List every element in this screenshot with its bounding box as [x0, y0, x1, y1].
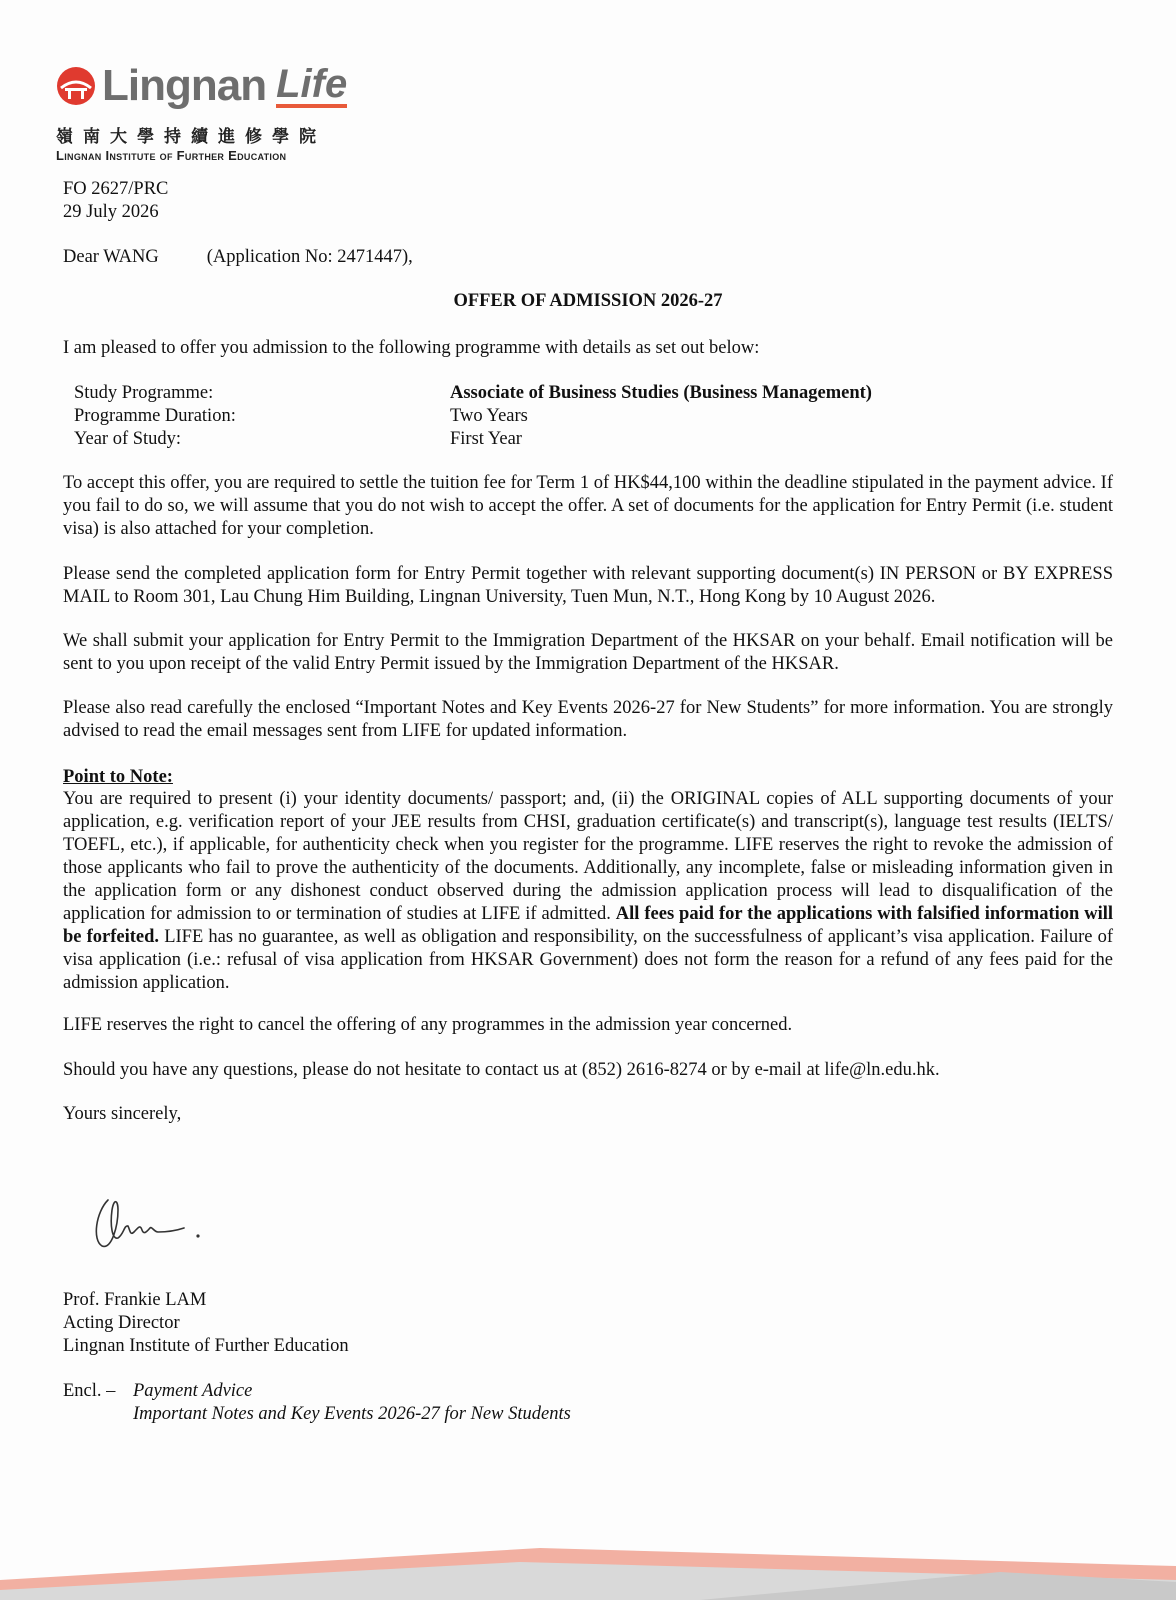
detail-row: [74, 428, 872, 451]
detail-label: Year of Study:: [74, 429, 182, 449]
enclosure-label: Encl. –: [63, 1381, 116, 1401]
enclosure-list: [133, 1380, 571, 1426]
signer-title: Acting Director: [63, 1313, 180, 1333]
institution-chinese-name: 嶺南大學持續進修學院: [56, 127, 326, 147]
letter-title: OFFER OF ADMISSION 2026-27: [453, 291, 723, 311]
submission-paragraph: Please send the completed application form for Entry Permit together with relevant supporting document(s) IN PERSON or BY EXPRESS MAIL to Room 301, Lau Chung Him Building, Lingnan University, Tuen Mun, N.T., Hong Kong by 10 August 2026.: [63, 564, 1113, 607]
detail-value: First Year: [450, 429, 522, 449]
detail-row: [74, 382, 872, 405]
cancel-right-paragraph: LIFE reserves the right to cancel the offering of any programmes in the admission year concerned.: [63, 1015, 793, 1035]
note-text-part1: You are required to present (i) your identity documents/ passport; and, (ii) the ORIGINAL copies of ALL supporting documents of your application, e.g. verification report of your JEE results from CHSI, graduation certificate(s) and transcript(s), language test results (IELTS/ TOEFL, etc.), if applicable, for authenticity check when you register for the programme. LIFE reserves the right to revoke the admission of those applicants who fail to prove the authenticity of the documents. Additionally, any incomplete, false or misleading information given in the application form or any dishonest conduct observed during the admission application process will lead to disqualification of the application for admission to or termination of studies at LIFE if admitted.: [63, 789, 1113, 924]
logo-wordmark: [56, 58, 356, 114]
enclosure-item: Important Notes and Key Events 2026-27 for New Students: [133, 1404, 571, 1424]
institution-logo: [56, 58, 356, 163]
detail-label: Programme Duration:: [74, 406, 236, 426]
acceptance-paragraph: To accept this offer, you are required to settle the tuition fee for Term 1 of HK$44,100 within the deadline stipulated in the payment advice. If you fail to do so, we will assume that you do not wish to accept the offer. A set of documents for the application for Entry Permit (i.e. student visa) is also attached for your completion.: [63, 473, 1113, 539]
detail-row: [74, 405, 872, 428]
logo-word-life: Life: [276, 62, 348, 106]
point-to-note-heading: Point to Note:: [63, 767, 173, 787]
programme-details: [74, 382, 872, 451]
detail-label: Study Programme:: [74, 383, 214, 403]
enclosure-item: Payment Advice: [133, 1381, 253, 1401]
handwritten-signature: [88, 1170, 218, 1260]
signer-name: Prof. Frankie LAM: [63, 1290, 207, 1310]
letter-date: 29 July 2026: [63, 202, 159, 222]
lingnan-emblem-icon: [56, 66, 96, 106]
contact-paragraph: Should you have any questions, please do not hesitate to contact us at (852) 2616-8274 or by e-mail at life@ln.edu.hk.: [63, 1060, 940, 1080]
application-number: (Application No: 2471447),: [206, 247, 413, 267]
read-notes-paragraph: Please also read carefully the enclosed “Important Notes and Key Events 2026-27 for New Students” for more information. You are strongly advised to read the email messages sent from LIFE for updated information.: [63, 698, 1113, 741]
salutation: [63, 246, 1113, 269]
entry-permit-paragraph: We shall submit your application for Entry Permit to the Immigration Department of the HKSAR on your behalf. Email notification will be sent to you upon receipt of the valid Entry Permit issued by the Immigration Department of the HKSAR.: [63, 631, 1113, 674]
point-to-note-paragraph: [63, 788, 1113, 995]
signer-block: [63, 1289, 1113, 1358]
detail-value: Associate of Business Studies (Business Management): [450, 383, 872, 403]
signer-organization: Lingnan Institute of Further Education: [63, 1336, 349, 1356]
footer-decoration: [0, 1510, 1176, 1600]
letter-reference-block: [63, 178, 1113, 224]
logo-word-lingnan: Lingnan: [102, 61, 267, 110]
salutation-name: Dear WANG: [63, 247, 159, 267]
note-bold-forfeit: All fees paid for the applications with falsified information will be forfeited.: [63, 904, 1113, 947]
closing: Yours sincerely,: [63, 1104, 182, 1124]
enclosures: [63, 1380, 571, 1426]
detail-value: Two Years: [450, 406, 528, 426]
intro-paragraph: I am pleased to offer you admission to the following programme with details as set out below:: [63, 338, 760, 358]
reference-number: FO 2627/PRC: [63, 179, 169, 199]
note-text-part2: LIFE has no guarantee, as well as obligation and responsibility, on the successfulness of applicant’s visa application. Failure of visa application (i.e.: refusal of visa application from HKSAR Government) does not form the reason for a refund of any fees paid for the admission application.: [63, 927, 1113, 993]
institution-english-name: Lingnan Institute of Further Education: [56, 148, 287, 163]
